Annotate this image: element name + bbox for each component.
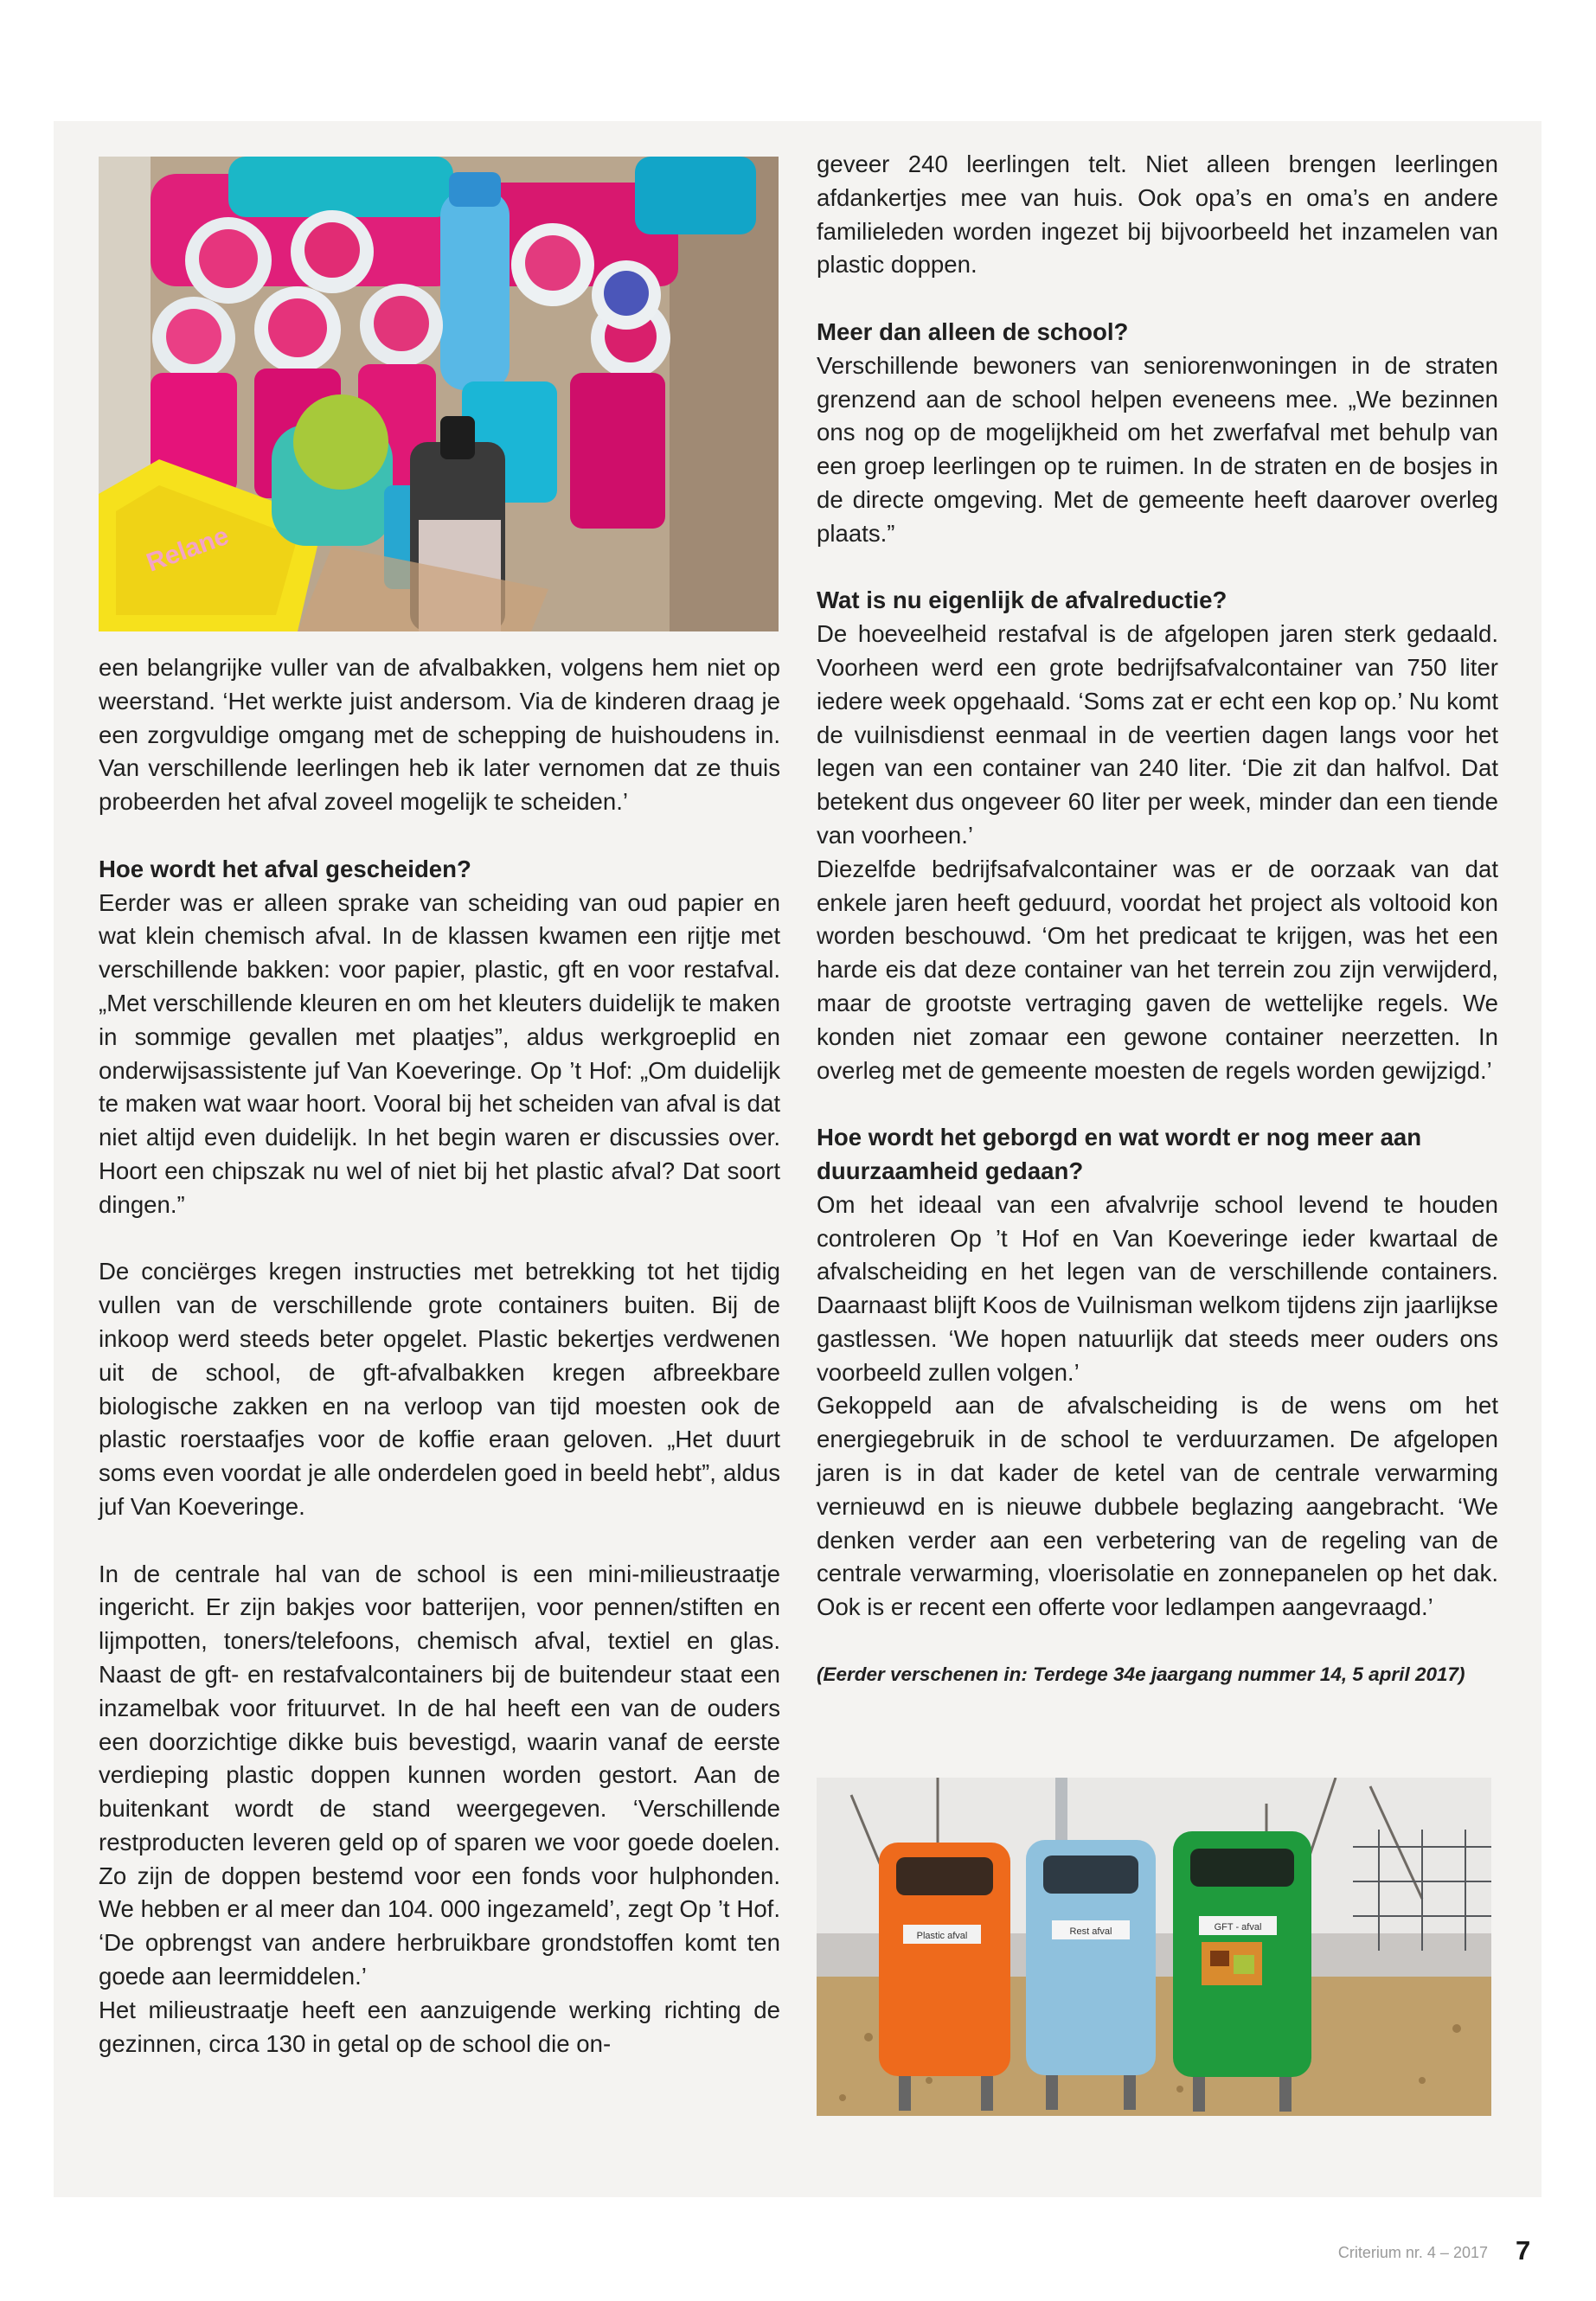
left-paragraph: In de centrale hal van de school is een mini-milieustraatje ingericht. Er zijn bakjes voor batterijen, voor pennen/stiften en lijmpotten, toners/telefoons, chemisch afval, textiel en glas. Naast de gft- en restafvalcontainers bij de buitendeur staat een inzamelbak voor frituurvet. In de hal heeft een van de ouders een doorzichtige dikke buis bevestigd, waarin vanaf de eerste verdieping plastic doppen kunnen worden gestort. Aan de buitenkant wordt de stand weergegeven. ‘Verschillende restproducten leveren geld op of sparen we voor goede doelen. Zo zijn de doppen bestemd voor een fonds voor hulphonden. We hebben er al meer dan 104. 000 ingezameld’, zegt Op ’t Hof. ‘De opbrengst van andere herbruikbare grondstoffen komt ten goede aan leermiddelen.’ bbox=[99, 1560, 780, 1990]
right-paragraph: Diezelfde bedrijfsafvalcontainer was er de oorzaak van dat enkele jaren heeft geduurd, voordat het project als voltooid kon worden beschouwd. ‘Om het predicaat te krijgen, was het een harde eis dat deze container van het terrein zou zijn verwijderd, maar de grootste vertraging gaven de wettelijke regels. We konden niet zomaar een gewone container neerzetten. In overleg met de gemeente moesten de regels worden gewijzigd.’ bbox=[817, 855, 1498, 1084]
heading-afval-gescheiden: Hoe wordt het afval gescheiden? bbox=[99, 855, 471, 882]
left-paragraph: een belangrijke vuller van de afvalbakken, volgens hem niet op weerstand. ‘Het werkte juist andersom. Via de kinderen draag je een zorgvuldige omgang met de schepping de huishoudens in. Van verschillende leerlingen heb ik later vernomen dat ze thuis probeerden het afval zoveel mogelijk te scheiden.’ bbox=[99, 654, 780, 816]
heading-geborgd: Hoe wordt het geborgd en wat wordt er nog meer aan duurzaamheid gedaan? bbox=[817, 1124, 1422, 1184]
waste-bins-photo bbox=[817, 1778, 1491, 2116]
waste-bins-illustration bbox=[817, 1778, 1491, 2116]
left-paragraph: Het milieustraatje heeft een aanzuigende werking richting de gezinnen, circa 130 in getal op de school die on- bbox=[99, 1996, 780, 2057]
source-credit: (Eerder verschenen in: Terdege 34e jaargang nummer 14, 5 april 2017) bbox=[817, 1663, 1465, 1685]
left-paragraph: Eerder was er alleen sprake van scheiding van oud papier en wat klein chemisch afval. In de klassen kwamen een rijtje met verschillende bakken: voor papier, plastic, gft en voor restafval. „Met verschillende kleuren en om het kleuters duidelijk te maken in sommige gevallen met plaatjes”, aldus werkgroeplid en onderwijsassistente juf Van Koeveringe. Op ’t Hof: „Om duidelijk te maken wat waar hoort. Vooral bij het scheiden van afval is dat niet altijd even duidelijk. In het begin waren er discussies over. Hoort een chipszak nu wel of niet bij het plastic afval? Dat soort dingen.” bbox=[99, 888, 780, 1218]
page-number: 7 bbox=[1516, 2235, 1531, 2266]
right-paragraph: De hoeveelheid restafval is de afgelopen jaren sterk gedaald. Voorheen werd een grote bedrijfsafvalcontainer van 750 liter iedere week opgehaald. ‘Soms zat er echt een kop op.’ Nu komt de vuilnisdienst eenmaal in de veertien dagen langs voor het legen van een container van 240 liter. ‘Die zit dan halfvol. Dat betekent dus ongeveer 60 liter per week, minder dan een tiende van voorheen.’ bbox=[817, 620, 1498, 849]
magazine-issue: Criterium nr. 4 – 2017 bbox=[1337, 2244, 1488, 2261]
lunchbox-bottles-photo bbox=[99, 157, 779, 631]
left-column bbox=[99, 651, 780, 2061]
heading-meer-dan-school: Meer dan alleen de school? bbox=[817, 317, 1129, 345]
right-paragraph: Verschillende bewoners van seniorenwoningen in de straten grenzend aan de school helpen eveneens mee. „We bezinnen ons nog op de mogelijkheid om het zwerfafval met behulp van een groep leerlingen op te ruimen. In de straten en de bosjes in de directe omgeving. Met de gemeente heeft daarover overleg plaats.” bbox=[817, 351, 1498, 547]
lunchbox-label: Relane bbox=[143, 521, 233, 578]
lunchbox-bottles-illustration bbox=[99, 157, 779, 631]
right-paragraph: Gekoppeld aan de afvalscheiding is de wens om het energiegebruik in de school te verduurzamen. De afgelopen jaren is in dat kader de ketel van de centrale verwarming vernieuwd en is nieuwe dubbele beglazing aangebracht. ‘We denken verder aan een verbetering van de regeling van de centrale verwarming, vloerisolatie en zonnepanelen op het dak. Ook is er recent een offerte voor ledlampen aangevraagd.’ bbox=[817, 1392, 1498, 1621]
left-paragraph: De conciërges kregen instructies met betrekking tot het tijdig vullen van de verschillende grote containers buiten. Bij de inkoop werd steeds beter opgelet. Plastic bekertjes verdwenen uit de school, de gft-afvalbakken kregen afbreekbare biologische zakken en na verloop van tijd moesten ook de plastic roerstaafjes voor de koffie eraan geloven. „Het duurt soms even voordat je alle onderdelen goed in beeld hebt”, aldus juf Van Koeveringe. bbox=[99, 1258, 780, 1520]
right-column bbox=[817, 148, 1498, 1692]
right-paragraph: geveer 240 leerlingen telt. Niet alleen brengen leerlingen afdankertjes mee van huis. Ook opa’s en oma’s en andere familieleden worden ingezet bij bijvoorbeeld het inzamelen van plastic doppen. bbox=[817, 151, 1498, 279]
right-paragraph: Om het ideaal van een afvalvrije school levend te houden controleren Op ’t Hof en Van Koeveringe ieder kwartaal de afvalscheiding en het legen van de verschillende containers. Daarnaast blijft Koos de Vuilnisman welkom tijdens zijn jaarlijkse gastlessen. ‘We hopen natuurlijk dat steeds meer ouders ons voorbeeld zullen volgen.’ bbox=[817, 1190, 1498, 1386]
bin-label-gft: GFT - afval bbox=[1214, 1922, 1262, 1932]
bin-label-rest: Rest afval bbox=[1069, 1926, 1112, 1937]
bin-label-plastic: Plastic afval bbox=[916, 1931, 968, 1941]
heading-afvalreductie: Wat is nu eigenlijk de afvalreductie? bbox=[817, 586, 1227, 614]
